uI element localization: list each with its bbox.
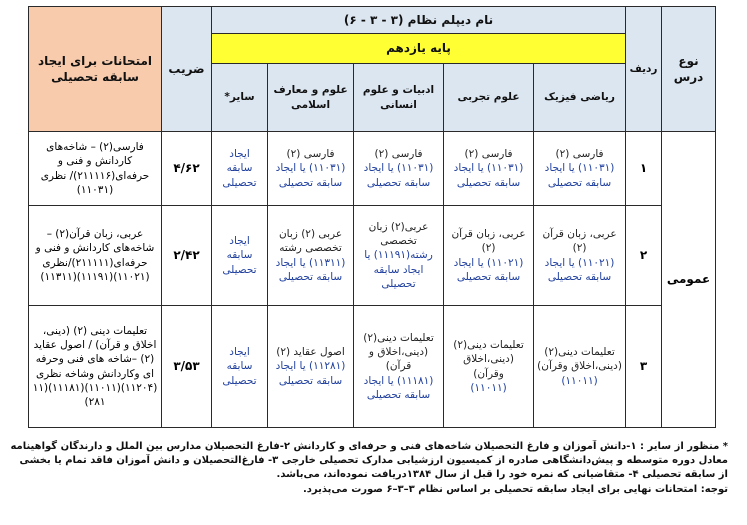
diploma-title-header: نام دیپلم نظام (۳ - ۳ - ۶) <box>212 7 626 34</box>
coefficient-value: ۳/۵۳ <box>162 306 212 428</box>
course-name: اصول عقاید (۲) <box>276 346 345 359</box>
course-code: (۱۱۰۲۱) یا ایجاد سابقه تحصیلی <box>544 256 615 283</box>
course-name: عربی، زبان قرآن (۲) <box>451 228 526 255</box>
track-header-humanities: ادبیات و علوم انسانی <box>354 64 444 132</box>
table-cell <box>212 132 268 206</box>
row-number: ۲ <box>626 206 662 306</box>
row-number-header: ردیف <box>626 7 662 132</box>
course-code: (۱۱۰۳۱) یا ایجاد سابقه تحصیلی <box>544 162 615 189</box>
track-header-islamic: علوم و معارف اسلامی <box>268 64 354 132</box>
track-header-science: علوم تجربی <box>444 64 534 132</box>
table-row <box>29 132 716 206</box>
table-row <box>29 206 716 306</box>
course-name: تعلیمات دینی(۲) (دینی،اخلاق وقرآن) <box>453 339 524 380</box>
table-cell <box>354 206 444 306</box>
course-code: (۱۱۳۱۱) یا ایجاد سابقه تحصیلی <box>275 256 346 283</box>
course-code: ایجاد سابقه تحصیلی <box>222 235 257 276</box>
footnote-line: معادل دوره متوسطه و پیش‌دانشگاهی صادره از کمیسیون ارزشیابی مدارک تحصیلی خارجی ۳- فارغ‌التحصیلان و دانش آموزان فاقد تمام یا بخشی <box>19 455 728 467</box>
course-name: عربی (۲) زبان تخصصی رشته <box>278 228 343 255</box>
footnote-line: از سابقه تحصیلی ۴- متقاضیانی که نمره خود را قبل از سال ۱۳۸۴دریافت نموده‌اند، می‌باشد. <box>276 469 728 481</box>
lesson-type-header: نوع درس <box>662 7 716 132</box>
course-code: (۱۱۲۸۱) یا ایجاد سابقه تحصیلی <box>275 360 346 387</box>
track-header-math: ریاضی فیزیک <box>534 64 626 132</box>
footnote-line: توجه: امتحانات نهایی برای ایجاد سابقه تحصیلی بر اساس نظام ۳–۳–۶ صورت می‌پذیرد. <box>302 483 728 495</box>
course-code: (۱۱۱۸۱) یا ایجاد سابقه تحصیلی <box>363 374 434 401</box>
table-cell <box>212 206 268 306</box>
coefficient-value: ۲/۴۲ <box>162 206 212 306</box>
course-name: تعلیمات دینی(۲) (دینی،اخلاق وقرآن) <box>537 346 622 373</box>
row-number: ۱ <box>626 132 662 206</box>
grade-header: پایه یازدهم <box>212 34 626 64</box>
course-name: عربی(۲) زبان تخصصی <box>368 221 429 248</box>
table-cell <box>534 306 626 428</box>
course-name: فارسی (۲) <box>464 148 513 161</box>
course-code: (۱۱۰۳۱) یا ایجاد سابقه تحصیلی <box>275 162 346 189</box>
exam-description: تعلیمات دینی (۲) (دینی، اخلاق و قرآن) / اصول عقاید (۲) –شاخه های فنی وحرفه ای وکاردانش وشاخه نظری (۱۱۲۰۴)(۱۱۰۱۱)(۱۱۱۸۱)(۱۱ ۲۸۱) <box>29 306 162 428</box>
coefficient-value: ۴/۶۲ <box>162 132 212 206</box>
table-cell <box>444 206 534 306</box>
table-cell <box>354 306 444 428</box>
group-label: عمومی <box>662 132 716 428</box>
exams-header: امتحانات برای ایجاد سابقه تحصیلی <box>29 7 162 132</box>
table-cell <box>534 132 626 206</box>
footnotes <box>10 440 728 497</box>
course-name: فارسی (۲) <box>555 148 604 161</box>
table-cell <box>268 132 354 206</box>
table-row <box>29 306 716 428</box>
course-code: (۱۱۰۲۱) یا ایجاد سابقه تحصیلی <box>453 256 524 283</box>
coefficient-header: ضریب <box>162 7 212 132</box>
exam-description: فارسی(۲) – شاخه‌های کاردانش و فنی و حرفه‌ای(۲۱۱۱۱۶)/ نظری (۱۱۰۳۱) <box>29 132 162 206</box>
course-name: تعلیمات دینی(۲) (دینی،اخلاق و قرآن) <box>363 332 434 373</box>
course-code: (۱۱۰۳۱) یا ایجاد سابقه تحصیلی <box>453 162 524 189</box>
course-code: (۱۱۰۱۱) <box>470 381 507 394</box>
footnote-line: * منظور از سایر : ۱-دانش آموزان و فارغ التحصیلان شاخه‌های فنی و حرفه‌ای و کاردانش ۲-فارغ التحصیلان مدارس بین الملل و دارندگان گواهینامه <box>10 441 728 452</box>
course-name: فارسی (۲) <box>374 148 423 161</box>
table-cell <box>268 206 354 306</box>
table-cell <box>268 306 354 428</box>
table-cell <box>444 132 534 206</box>
course-code: ایجاد سابقه تحصیلی <box>222 148 257 189</box>
exam-description: عربی، زبان قرآن(۲) – شاخه‌های کاردانش و فنی و حرفه‌ای(۲۱۱۱۱۱)/نظری (۱۱۰۲۱)(۱۱۱۹۱)(۱۱۳۱۱) <box>29 206 162 306</box>
course-code: ایجاد سابقه تحصیلی <box>222 346 257 387</box>
course-name: فارسی (۲) <box>286 148 335 161</box>
course-code: رشته(۱۱۱۹۱) یا ایجاد سابقه تحصیلی <box>364 249 433 290</box>
row-number: ۳ <box>626 306 662 428</box>
table-cell <box>354 132 444 206</box>
table-cell <box>212 306 268 428</box>
exam-table <box>28 6 716 428</box>
table-cell <box>444 306 534 428</box>
course-code: (۱۱۰۱۱) <box>561 374 598 387</box>
track-header-other: سایر* <box>212 64 268 132</box>
course-code: (۱۱۰۳۱) یا ایجاد سابقه تحصیلی <box>363 162 434 189</box>
table-cell <box>534 206 626 306</box>
course-name: عربی، زبان قرآن (۲) <box>542 228 617 255</box>
